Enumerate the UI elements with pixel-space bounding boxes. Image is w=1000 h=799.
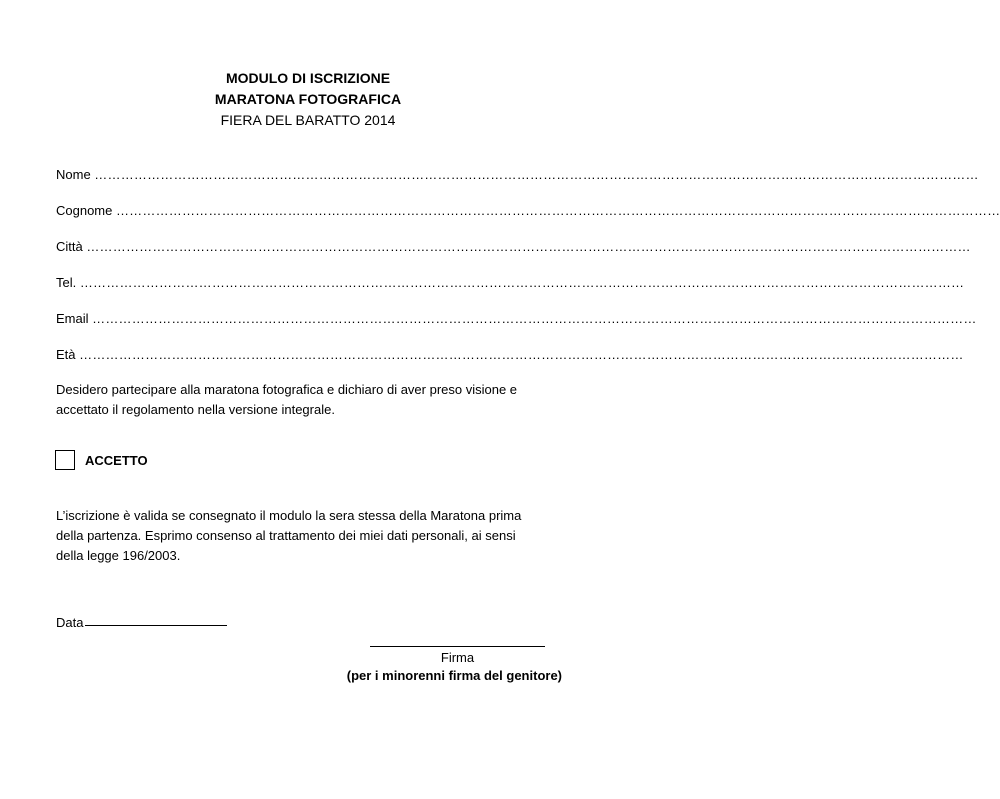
email-field-label: Email: [56, 311, 93, 326]
name-field[interactable]: [56, 166, 979, 184]
name-field-label: Nome: [56, 167, 95, 182]
accept-checkbox[interactable]: [55, 450, 75, 470]
age-field[interactable]: [56, 346, 964, 364]
date-label: Data: [56, 615, 84, 630]
name-field-dots: …………………………………………………………………………………………………………………………………………………………………………………: [94, 167, 979, 182]
signature-label: Firma: [440, 650, 475, 665]
event-subtitle: FIERA DEL BARATTO 2014: [220, 112, 396, 128]
form-header: [0, 68, 616, 131]
city-field-label: Città: [56, 239, 87, 254]
signature-line[interactable]: [370, 646, 545, 647]
accept-label: ACCETTO: [85, 453, 148, 468]
surname-field[interactable]: [56, 202, 1000, 220]
form-title: MODULO DI ISCRIZIONE: [225, 70, 391, 86]
phone-field-label: Tel.: [56, 275, 80, 290]
signature-note: (per i minorenni firma del genitore): [346, 668, 562, 683]
phone-field[interactable]: [56, 274, 965, 292]
surname-field-label: Cognome: [56, 203, 116, 218]
email-field[interactable]: [56, 310, 977, 328]
surname-field-dots: …………………………………………………………………………………………………………………………………………………………………………………: [115, 203, 1000, 218]
email-field-dots: …………………………………………………………………………………………………………………………………………………………………………………: [92, 311, 977, 326]
declaration-text: Desidero partecipare alla maratona fotografica e dichiaro di aver preso visione e accettato il regolamento nella versione integrale.: [56, 382, 518, 417]
phone-field-dots: …………………………………………………………………………………………………………………………………………………………………………………: [79, 275, 965, 290]
privacy-notice: L’iscrizione è valida se consegnato il modulo la sera stessa della Maratona prima della partenza. Esprimo consenso al trattamento dei miei dati personali, ai sensi della legge 196/2003.: [56, 508, 522, 563]
age-field-dots: …………………………………………………………………………………………………………………………………………………………………………………: [79, 347, 964, 362]
age-field-label: Età: [56, 347, 80, 362]
event-title: MARATONA FOTOGRAFICA: [214, 91, 402, 107]
date-input-line[interactable]: [85, 625, 227, 626]
city-field-dots: …………………………………………………………………………………………………………………………………………………………………………………: [86, 239, 971, 254]
city-field[interactable]: [56, 238, 971, 256]
